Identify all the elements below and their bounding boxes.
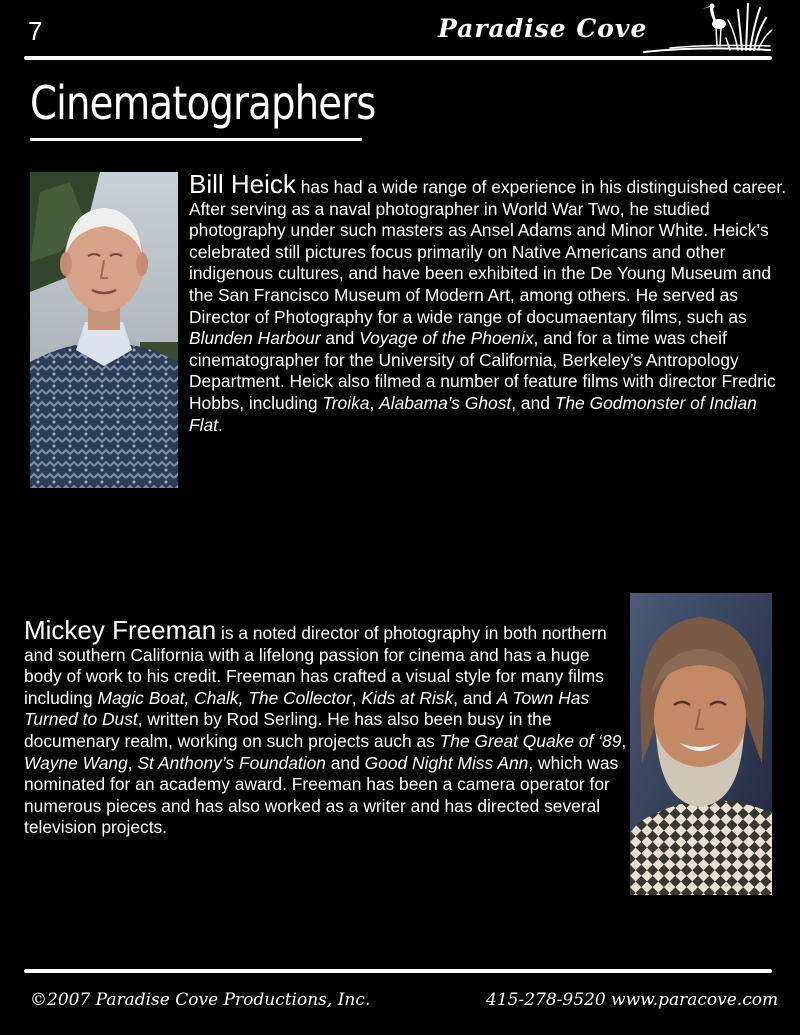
bill-heick-bio — [189, 169, 789, 436]
bio-text: , and — [453, 687, 497, 708]
footer-contact: 415-278-9520 www.paracove.com — [486, 990, 779, 1010]
title-underline — [30, 138, 362, 141]
page-number: 7 — [28, 16, 43, 46]
film-title: The Godmonster of Indian Flat — [189, 392, 757, 435]
bio-text: , — [127, 752, 138, 773]
film-title: Troika — [322, 392, 370, 413]
film-title: Voyage of the Phoenix — [359, 328, 534, 349]
bio-text: , which was nominated for an academy award. Freeman has been a camera operator for numerous pieces and has also worked as a writer and has directed several television projects. — [24, 752, 619, 838]
film-title: St Anthony’s Foundation — [137, 752, 326, 773]
header-divider — [24, 56, 772, 60]
bio-name: Bill Heick — [189, 169, 296, 199]
footer-copyright: ©2007 Paradise Cove Productions, Inc. — [30, 990, 371, 1010]
bio-text: and — [325, 752, 365, 773]
bio-text: has had a wide range of experience in his distinguished career. After serving as a naval photographer in World War Two, he studied photography under such masters as Ansel Adams and Minor White. Heick’s celebrated still pictures focus primarily on Native Americans and other indigenous cultures, and have been exhibited in the De Young Museum and the San Francisco Museum of Modern Art, among others. He served as Director of Photography for a wide range of documaentary films, such as — [189, 177, 787, 327]
bio-text: , and for a time was cheif cinematographer for the University of California, Berkeley’s Antropology Department. Heick also filmed a number of feature films with director Fredric Hobbs, including — [189, 328, 776, 413]
bio-text: is a noted director of photography in both northern and southern California with a lifelong passion for cinema and has a huge body of work to his credit. Freeman has crafted a visual style for many films including — [24, 623, 607, 708]
bio-name: Mickey Freeman — [24, 615, 217, 645]
bio-text: , and — [511, 392, 555, 413]
mickey-freeman-photo — [630, 593, 772, 895]
bio-text: . — [218, 414, 223, 435]
film-title: Wayne Wang — [24, 752, 128, 773]
film-title: A Town Has Turned to Dust — [24, 687, 590, 730]
brand-name: Paradise Cove — [438, 14, 648, 43]
bio-text: and — [320, 328, 360, 349]
film-title: Magic Boat, Chalk, The Collector — [97, 687, 352, 708]
heron-logo-icon — [640, 0, 774, 58]
page-title: Cinematographers — [30, 76, 376, 130]
bill-heick-photo — [30, 172, 178, 488]
bio-text: , — [369, 392, 380, 413]
film-title: Alabama’s Ghost — [379, 392, 512, 413]
bio-text: , — [621, 730, 627, 751]
film-title: Kids at Risk — [361, 687, 454, 708]
bio-text: , written by Rod Serling. He has also been busy in the documenary realm, working on such projects auch as — [24, 709, 552, 751]
film-title: Good Night Miss Ann — [364, 752, 529, 773]
film-title: The Great Quake of ‘89 — [439, 730, 622, 751]
film-title: Blunden Harbour — [189, 328, 321, 349]
bio-text: , — [351, 687, 362, 708]
footer-divider — [24, 969, 772, 973]
mickey-freeman-bio — [24, 615, 630, 839]
